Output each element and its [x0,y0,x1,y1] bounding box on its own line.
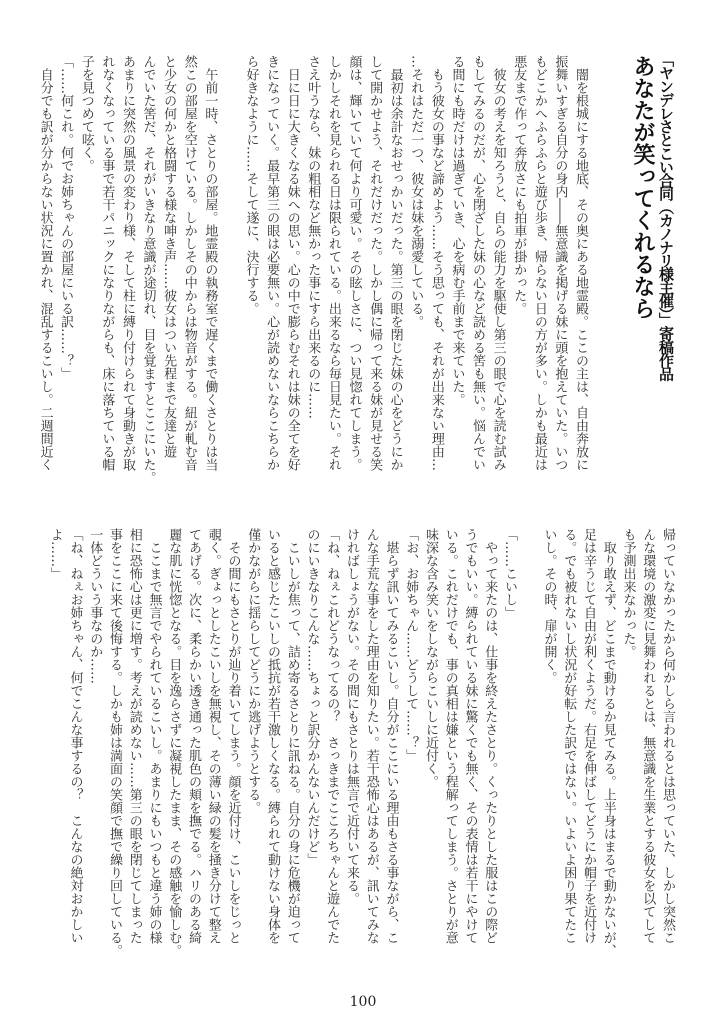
text-line: 僅かながらに揺らしてどうにか逃げようとする。 [245,528,261,814]
story-title: あなたが笑ってくれるなら [630,55,655,319]
text-line: もしてみるのだが、心を閉ざした妹の心など読める筈も無い。悩んでい [470,55,486,471]
text-line: 「……何これ。何でお姉ちゃんの部屋にいる訳……？」 [58,55,74,380]
text-line: 味深な含み笑いをしながらこいしに近付く。 [423,528,438,788]
text-line: 顔は、輝いていて何より可愛い。その眩しさに、つい見惚れてしまう。 [346,55,362,471]
text-line: のにいきなりこんな……ちょっと訳分かんないんだけど」 [304,528,320,866]
text-line: 悪友まで作って奔放さにも拍車が掛かった。 [511,55,527,315]
text-line: 帰っていなかったから何かしら言われるとは思っていた、しかし突然こ [660,528,675,944]
text-line: ここまで無言でやられているこいし。あまりにもいつもと違う姉の様 [146,528,162,944]
text-line: 堪らず訊いてみるこいし。自分がここにいる理由もさる事ながら、こ [383,528,399,944]
text-line: 足は辛うじて自由が利くようだ。右足を伸ばしてどうにか帽子を近付け [581,528,596,944]
text-line: ければしょうがない。その間にもさとりは無言で近付いて来る。 [344,528,359,905]
text-line: 「……こいし」 [502,528,517,619]
text-line: る。でも被れないし状況が好転した訳ではない。いよいよ困り果てたこ [561,528,577,944]
text-line: ら好きなように……そして遂に、決行する。 [243,55,259,315]
text-line: る間にも時だけは過ぎていき、心を病む手前まで来ていた。 [449,55,465,406]
text-line: うでもいい。縛られている妹に驚くでも無く、その表情は若干にやけて [462,528,478,944]
text-line: よ……」 [47,528,63,580]
text-line: 振舞いすぎる自分の身内――無意識を掲げる妹に頭を抱えていた。いつ [552,55,568,471]
text-line: 麗な肌に恍惚となる。目を逸らさずに凝視したまま、その感触を愉しむ。 [166,528,182,957]
text-line: あまりに突然の風景の変わり様、そして柱に縛り付けられて身動きが取 [119,55,135,471]
text-line: 取り敢えず、どこまで動けるか見てみる。上半身はまるで動かないが、 [600,528,616,957]
text-line [219,55,240,500]
text-line: てあげる。次に、柔らかい透き通った肌色の頬を撫でる。ハリのある綺 [186,528,201,944]
text-line: 覗く。ぎょっとしたこいしを無視し、その薄い緑の髪を掻き分けて整え [205,528,221,944]
text-line: 午前一時、さとりの部屋。地霊殿の執務室で遅くまで働くさとりは当 [202,55,218,471]
text-line: 闇を根城にする地底、その奥にある地霊殿。ここの主は、自由奔放に [573,55,588,471]
text-line: 子を見つめて呟く。 [78,55,94,172]
text-line: やって来たのは、仕事を終えたさとり。くったりとした服はこの際ど [482,528,498,944]
page-number: 100 [349,994,377,1010]
body-text-lower [47,528,677,978]
text-line: もう彼女の事など諦めよう……そう思っても、それが出来ない理由… [428,55,444,471]
text-line: 自分でも訳が分からない状況に置かれ、混乱するこいし。二週間近く [37,55,53,471]
text-line: 「ね、ねぇお姉ちゃん、何でこんな事するの？ こんなの絶対おかしい [67,528,83,944]
text-line [519,528,539,978]
text-line: んでいた筈だ、それがいきなり意識が途切れ、目を覚ますとここにいた。 [140,55,156,484]
body-text-upper [37,55,590,500]
text-line: も予測出来なかった。 [620,528,636,658]
text-line: しかしそれを見られる日は限られている。出来るなら毎日見たい。それ [325,55,341,471]
text-line: 一体どういう事なのか…… [87,528,103,684]
anthology-subtitle: 「ヤンデレさとこい合同（カノナリ様主催）」寄稿作品 [657,52,675,380]
text-line: 彼女の考えを知ろうと、自らの能力を駆使し第三の眼で心を読む試み [490,55,506,471]
text-line: その間にもさとりが辿り着いてしまう。顔を近付け、こいしをじっと [225,528,241,944]
text-line: いる。これだけでも、事の真相は嫌という程解ってしまう。さとりが意 [442,528,458,944]
text-line: きになっていく。最早第三の眼は必要無い。心が読めないならこちらか [264,55,280,471]
text-line: 事をここに来て後悔する。しかも姉は満面の笑顔で撫で繰り回している。 [107,528,122,957]
text-line: して開かせよう、それだけだった。しかし偶に帰って来る妹が見せる笑 [367,55,383,471]
text-line: 日に日に大きくなる妹への思い。心の中で膨らむそれは妹の全てを好 [284,55,300,471]
text-line: もどこかへふらふらと遊び歩き、帰らない日の方が多い。しかも最近は [531,55,547,471]
text-line: 最初は余計なおせっかいだった。第三の眼を閉じた妹の心をどうにか [387,55,403,471]
text-line: いし。その時、扉が開く。 [541,528,557,684]
text-line: 「ね、ねぇこれどうなってるの？ さっきまでこころちゃんと遊んでた [324,528,340,944]
text-line: 「お、お姉ちゃん……どうして……？」 [403,528,419,762]
text-line: さえ叶うなら、妹の粗相など無かった事にすら出来るのに…… [305,55,321,419]
text-line: れなくなっている事で若干パニックになりながらも、床に落ちている帽 [99,55,115,471]
text-line: 相に恐怖心は更に増す。考えが読めない……第三の眼を閉じてしまった [126,528,142,944]
text-line: こいしが焦って、詰め寄るさとりに訊ねる。自分の身に危機が迫って [284,528,300,944]
text-line: と少女の何かと格闘する様な呻き声……彼女はつい先程まで友達と遊 [161,55,177,458]
text-line: 然この部屋を空けている。しかしその中からは物音がする。紐が軋む音 [181,55,197,471]
text-line: んな手荒な事をした理由を知りたい。若干恐怖心はあるが、訊いてみな [363,528,379,944]
text-line: んな環境の激変に見舞われるとは、無意識を生業とする彼女を以てして [640,528,656,944]
text-line: いると感じたこいしの抵抗が若干激しくなる。縛られて動けない身体を [265,528,280,944]
text-line: …それはただ一つ、彼女は妹を溺愛している。 [408,55,424,328]
